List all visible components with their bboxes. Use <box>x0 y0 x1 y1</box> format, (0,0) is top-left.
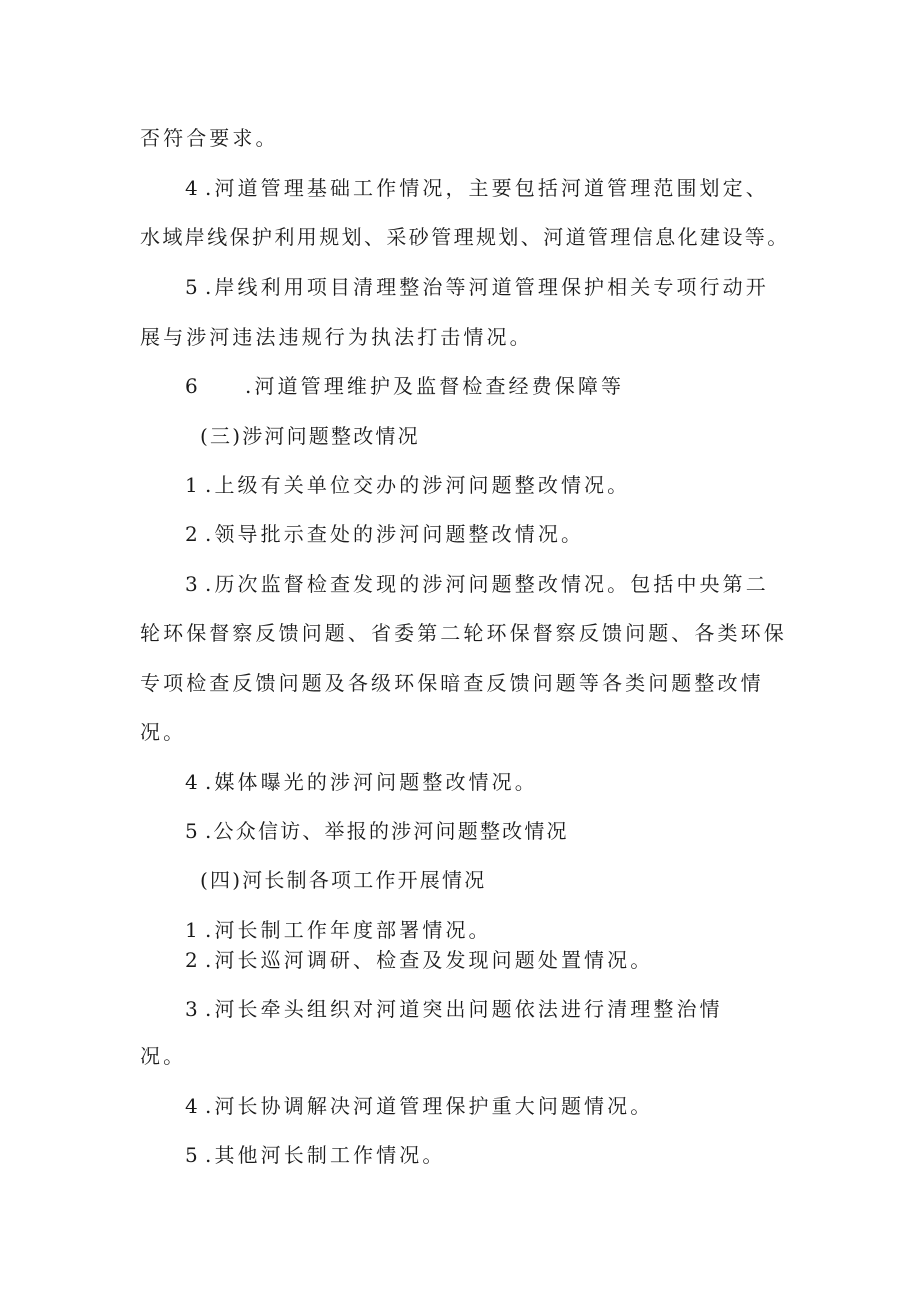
line-text: .河长巡河调研、检查及发现问题处置情况。 <box>205 948 654 972</box>
list-item-line <box>185 946 653 974</box>
list-item-line <box>185 372 624 400</box>
list-item-line <box>185 817 569 845</box>
line-text: 展与涉河违法违规行为执法打击情况。 <box>140 325 533 349</box>
list-item-number: 4 <box>185 176 201 200</box>
paragraph-line <box>140 323 533 351</box>
list-item-number: 3 <box>185 997 201 1021</box>
line-text: .河道管理基础工作情况，主要包括河道管理范围划定、 <box>205 176 769 200</box>
line-text: .岸线利用项目清理整治等河道管理保护相关专项行动开 <box>205 275 769 299</box>
list-item-number: 1 <box>185 473 201 497</box>
list-item-number: 2 <box>185 522 201 546</box>
line-text: .河长协调解决河道管理保护重大问题情况。 <box>205 1094 654 1118</box>
line-text: 况。 <box>140 1044 187 1068</box>
line-text: .上级有关单位交办的涉河问题整改情况。 <box>205 473 631 497</box>
paragraph-line <box>140 718 186 746</box>
section-heading <box>200 422 420 450</box>
paragraph-line <box>140 124 279 152</box>
list-item-line <box>185 1141 445 1169</box>
line-text: 专项检查反馈问题及各级环保暗查反馈问题等各类问题整改情 <box>140 671 764 695</box>
line-text: 轮环保督察反馈问题、省委第二轮环保督察反馈问题、各类环保 <box>140 621 787 645</box>
list-item-number: 5 <box>185 275 201 299</box>
list-item-number: 1 <box>185 918 201 942</box>
line-text: .河道管理维护及监督检查经费保障等 <box>245 374 625 398</box>
line-text: .历次监督检查发现的涉河问题整改情况。包括中央第二 <box>205 572 769 596</box>
list-item-number: 2 <box>185 948 201 972</box>
paragraph-line <box>140 223 790 251</box>
section-heading-text: (三)涉河问题整改情况 <box>200 424 420 448</box>
list-item-number: 5 <box>185 819 200 843</box>
line-text: .公众信访、举报的涉河问题整改情况 <box>205 819 569 843</box>
line-text: 况。 <box>140 720 187 744</box>
list-item-line <box>185 570 769 598</box>
list-item-line <box>185 520 584 548</box>
line-text: 水域岸线保护利用规划、采砂管理规划、河道管理信息化建设等。 <box>140 225 790 249</box>
list-item-line <box>185 273 769 301</box>
list-item-number: 4 <box>185 1094 201 1118</box>
line-text: .其他河长制工作情况。 <box>205 1143 446 1167</box>
list-item-number: 3 <box>185 572 201 596</box>
list-item-number: 4 <box>185 770 201 794</box>
paragraph-line <box>140 619 787 647</box>
list-item-number: 6 <box>185 374 201 398</box>
section-heading <box>200 866 486 894</box>
line-text: .领导批示查处的涉河问题整改情况。 <box>205 522 585 546</box>
line-text: .河长牵头组织对河道突出问题依法进行清理整治情 <box>205 997 723 1021</box>
section-heading-text: (四)河长制各项工作开展情况 <box>200 868 487 892</box>
line-text: .媒体曝光的涉河问题整改情况。 <box>205 770 538 794</box>
list-item-line <box>185 995 723 1023</box>
list-item-line <box>185 471 630 499</box>
list-item-line <box>185 174 769 202</box>
list-item-line <box>185 916 492 944</box>
list-item-line <box>185 1092 653 1120</box>
line-text: 否符合要求。 <box>140 126 279 150</box>
list-item-number: 5 <box>185 1143 201 1167</box>
line-text: .河长制工作年度部署情况。 <box>205 918 492 942</box>
paragraph-line <box>140 1042 186 1070</box>
paragraph-line <box>140 669 764 697</box>
list-item-line <box>185 768 538 796</box>
